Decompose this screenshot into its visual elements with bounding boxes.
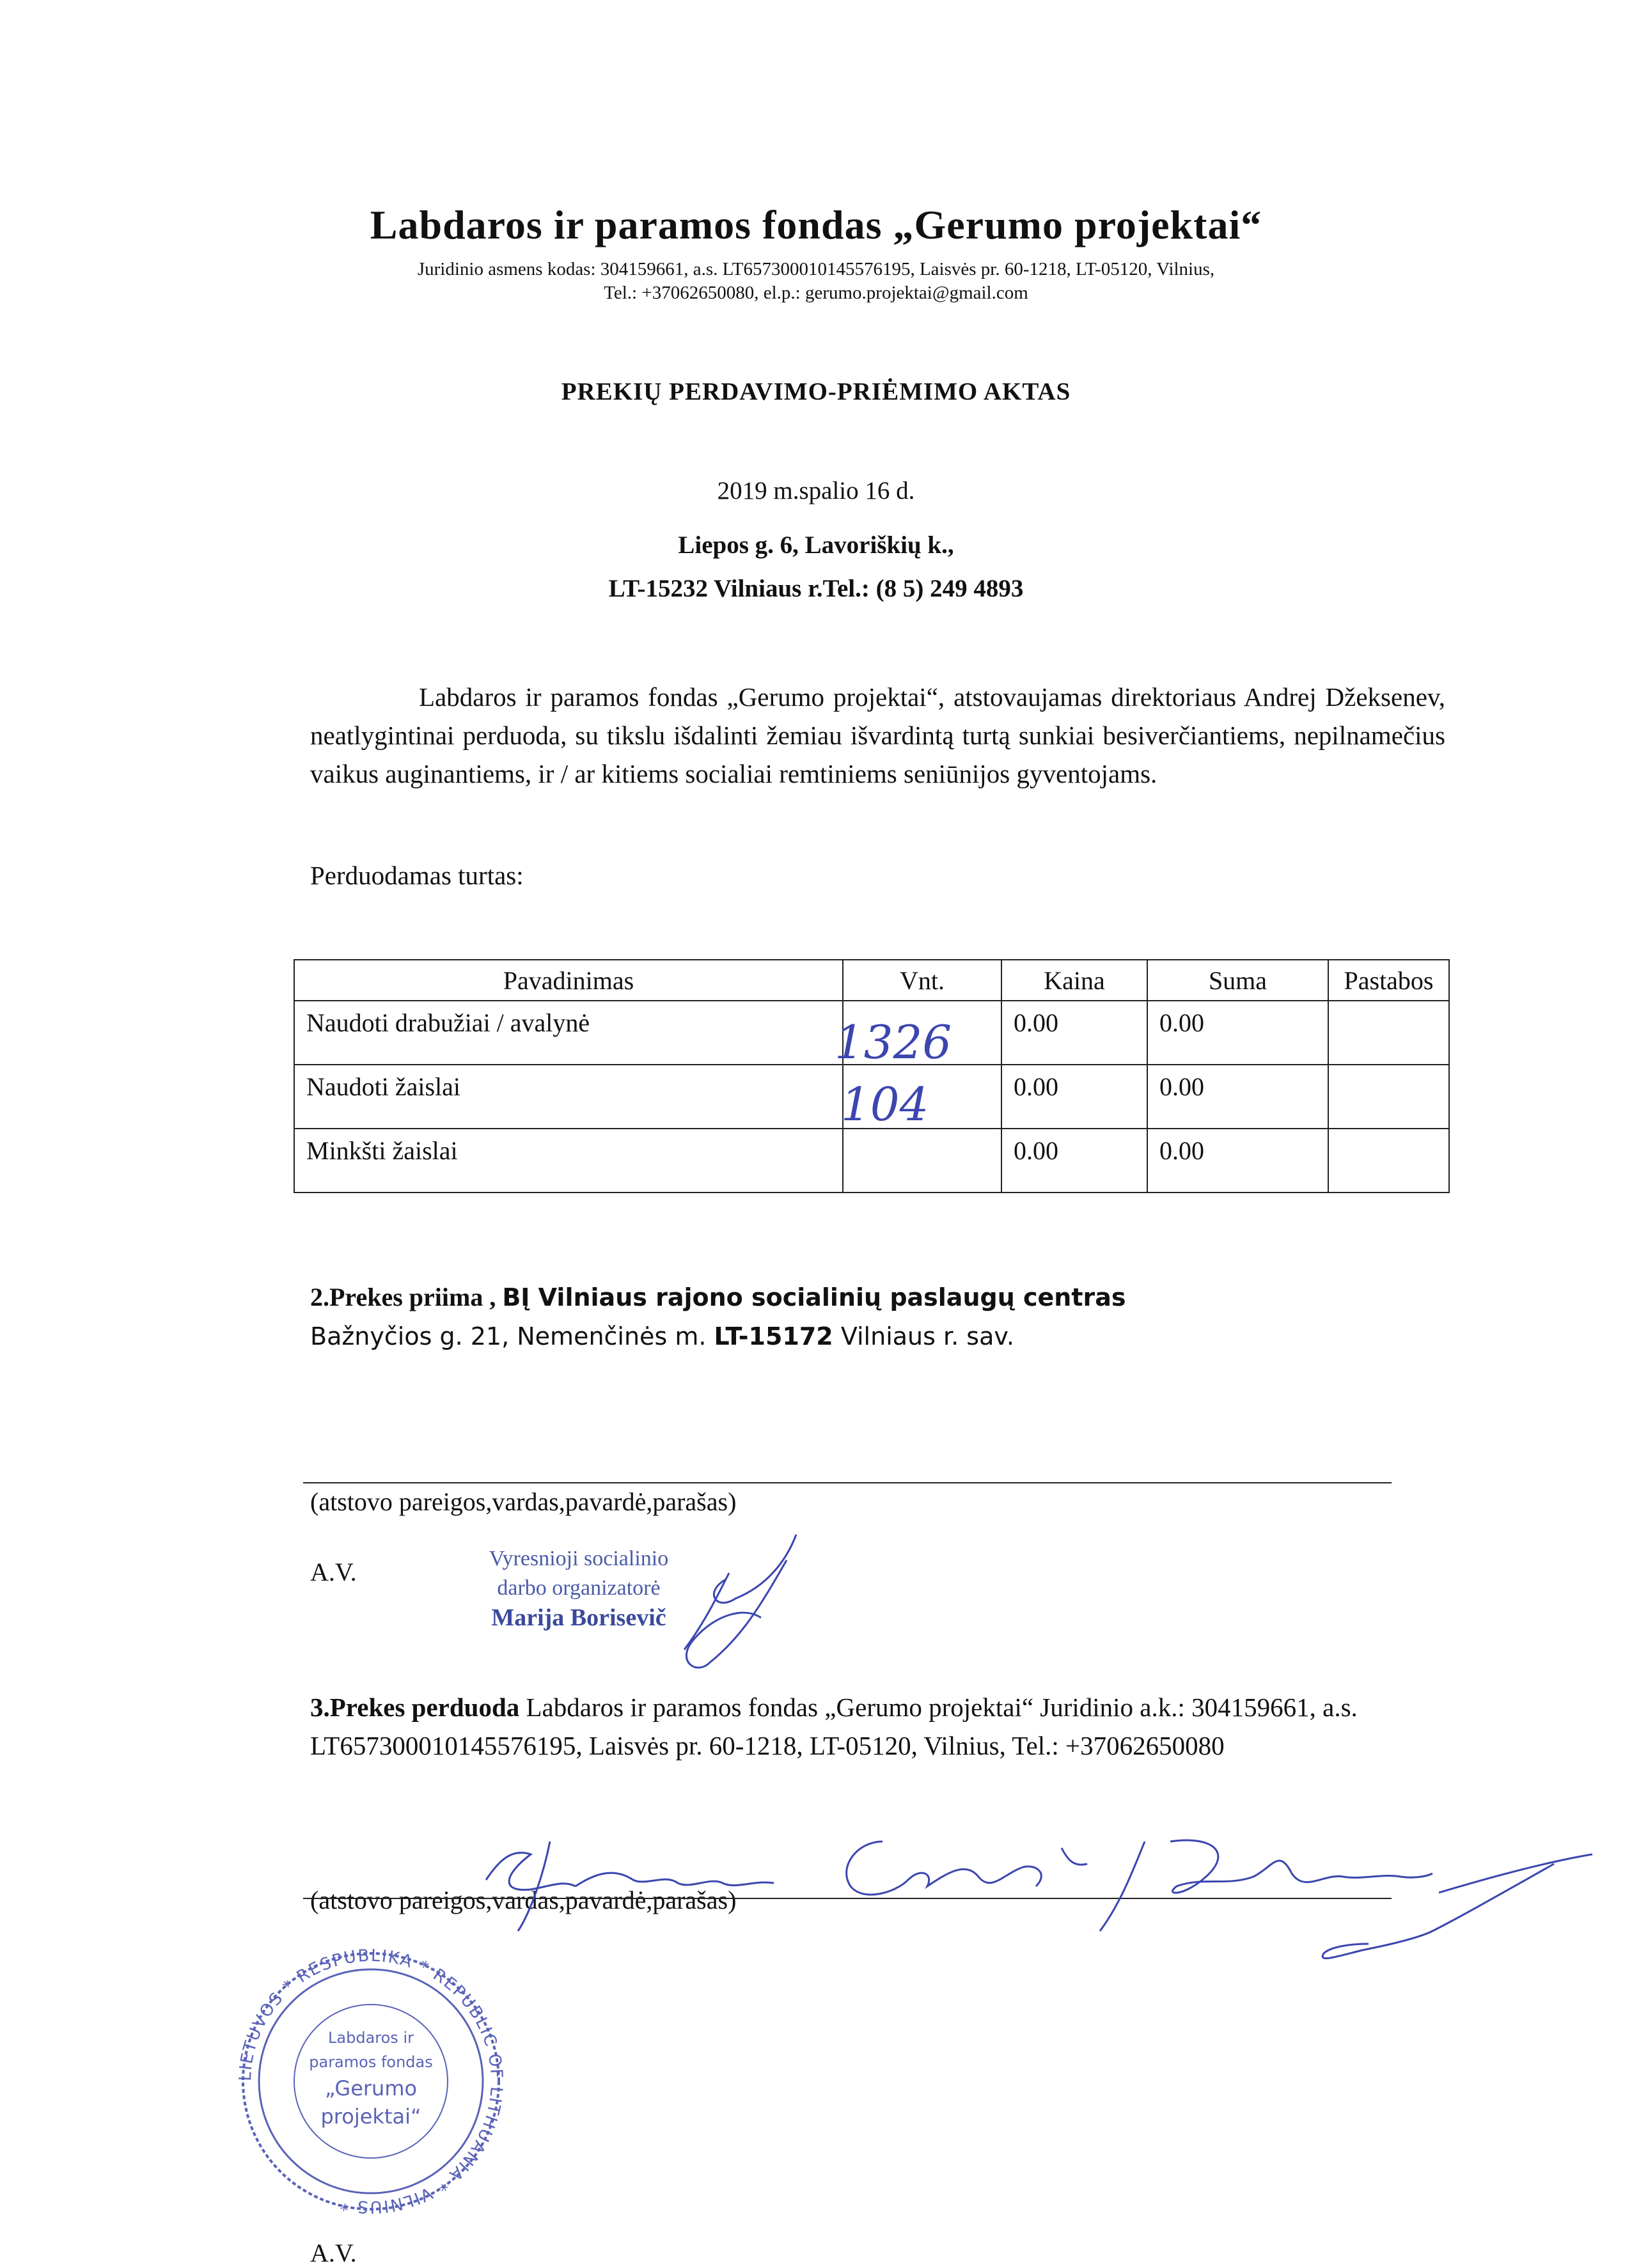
cell-units <box>843 1065 1001 1129</box>
recipient-address-b: Vilniaus r. sav. <box>840 1322 1015 1350</box>
recipient-postcode: LT-15172 <box>714 1322 833 1350</box>
sender-text: Labdaros ir paramos fondas „Gerumo projektai“ Juridinio a.k.: 304159661, a.s. LT657300010145576195, Laisvės pr. 60-1218, LT-05120, Vilnius, Tel.: +37062650080 <box>310 1693 1358 1760</box>
document-date: 2019 m.spalio 16 d. <box>717 477 915 504</box>
cell-notes <box>1328 1129 1449 1193</box>
assets-table <box>294 959 1450 1193</box>
cell-units <box>843 1001 1001 1065</box>
signature-line-sender <box>303 1898 1392 1899</box>
location-line-2: LT-15232 Vilniaus r.Tel.: (8 5) 249 4893 <box>608 575 1024 602</box>
header-price: Kaina <box>1001 960 1147 1001</box>
cell-name: Naudoti drabužiai / avalynė <box>294 1001 843 1065</box>
cell-price: 0.00 <box>1001 1065 1147 1129</box>
seal-ring-text: LIETUVOS * RESPUBLIKA * REPUBLIC OF LITHUANIA * VILNIUS * <box>235 1946 506 2217</box>
sender-prefix: 3.Prekes perduoda <box>310 1693 520 1722</box>
seal-center-line-2: paramos fondas <box>309 2053 433 2071</box>
header-units: Vnt. <box>843 960 1001 1001</box>
cell-price: 0.00 <box>1001 1001 1147 1065</box>
header-sum: Suma <box>1147 960 1328 1001</box>
signature-caption-sender: (atstovo pareigos,vardas,pavardė,parašas) <box>310 1886 737 1914</box>
cell-notes <box>1328 1065 1449 1129</box>
seal-center-line-3: „Gerumo <box>324 2076 418 2100</box>
table-row <box>294 1001 1449 1065</box>
recipient-address-a: Bažnyčios g. 21, Nemenčinės m. <box>310 1322 707 1350</box>
recipient-stamp <box>457 1544 700 1632</box>
header-notes: Pastabos <box>1328 960 1449 1001</box>
signature-caption-recipient: (atstovo pareigos,vardas,pavardė,parašas) <box>310 1487 737 1516</box>
assets-label: Perduodamas turtas: <box>310 861 524 890</box>
recipient-org: BĮ Vilniaus rajono socialinių paslaugų centras <box>502 1283 1126 1311</box>
header-name: Pavadinimas <box>294 960 843 1001</box>
handwritten-units-row-1: 1326 <box>835 1015 952 1069</box>
org-details-line-1: Juridinio asmens kodas: 304159661, a.s. LT657300010145576195, Laisvės pr. 60-1218, LT-05120, Vilnius, <box>417 259 1215 279</box>
seal-center-line-4: projektai“ <box>320 2104 421 2129</box>
sender-paragraph <box>310 1688 1455 1765</box>
recipient-line <box>310 1282 1126 1312</box>
recipient-address <box>310 1322 1014 1350</box>
organization-seal <box>236 1946 506 2217</box>
cell-sum: 0.00 <box>1147 1065 1328 1129</box>
svg-text:LIETUVOS * RESPUBLIKA * REPUBL <box>236 1946 506 2217</box>
av-label-recipient: A.V. <box>310 1558 357 1586</box>
table-header-row <box>294 960 1449 1001</box>
location-line-1: Liepos g. 6, Lavoriškių k., <box>678 531 954 559</box>
signature-line-recipient <box>303 1482 1392 1483</box>
cell-name: Minkšti žaislai <box>294 1129 843 1193</box>
stamp-line-2: darbo organizatorė <box>497 1576 661 1600</box>
stamp-line-3: Marija Borisevič <box>491 1604 666 1631</box>
seal-center-line-1: Labdaros ir <box>328 2029 414 2047</box>
cell-price: 0.00 <box>1001 1129 1147 1193</box>
cell-units <box>843 1129 1001 1193</box>
cell-name: Naudoti žaislai <box>294 1065 843 1129</box>
org-details-line-2: Tel.: +37062650080, el.p.: gerumo.projektai@gmail.com <box>604 283 1028 303</box>
table-row <box>294 1129 1449 1193</box>
av-label-sender: A.V. <box>310 2239 357 2267</box>
table-row <box>294 1065 1449 1129</box>
recipient-signature <box>684 1535 796 1668</box>
stamp-line-1: Vyresnioji socialinio <box>489 1547 669 1570</box>
handwritten-units-row-2: 104 <box>841 1077 929 1131</box>
intro-paragraph: Labdaros ir paramos fondas „Gerumo projektai“, atstovaujamas direktoriaus Andrej Džeksenev, neatlygintinai perduoda, su tikslu išdalinti žemiau išvardintą turtą sunkiai besiverčiantiems, nepilnamečius vaikus auginantiems, ir / ar kitiems socialiai remtiniems seniūnijos gyventojams. <box>310 682 1445 788</box>
org-name: Labdaros ir paramos fondas „Gerumo projektai“ <box>370 202 1262 247</box>
cell-sum: 0.00 <box>1147 1129 1328 1193</box>
cell-notes <box>1328 1001 1449 1065</box>
document-title: PREKIŲ PERDAVIMO-PRIĖMIMO AKTAS <box>561 378 1071 405</box>
cell-sum: 0.00 <box>1147 1001 1328 1065</box>
recipient-prefix: 2.Prekes priima , <box>310 1283 496 1311</box>
